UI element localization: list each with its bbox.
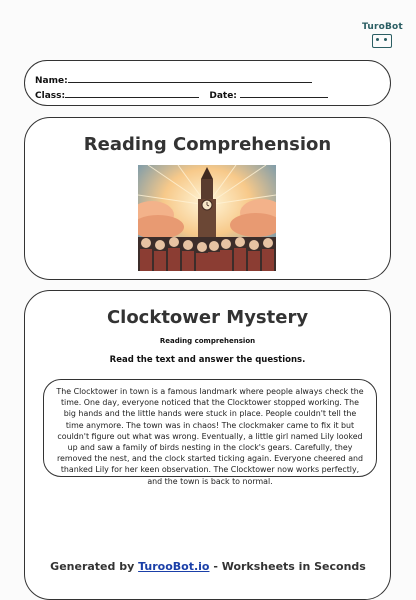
logo-text: TuroBot <box>362 22 403 32</box>
robot-icon <box>372 34 392 48</box>
date-label: Date: <box>209 91 237 101</box>
date-field[interactable] <box>240 88 328 98</box>
class-date-row <box>35 88 328 101</box>
page-title: Reading Comprehension <box>83 134 332 155</box>
worksheet-title: Clocktower Mystery <box>106 307 309 328</box>
student-info-box <box>24 60 391 106</box>
footer-prefix: Generated by <box>50 560 139 573</box>
name-label: Name: <box>35 76 68 86</box>
turobot-logo <box>362 18 402 48</box>
name-field[interactable] <box>68 73 312 83</box>
footer <box>0 560 416 573</box>
title-box <box>24 117 391 280</box>
footer-suffix: - Worksheets in Seconds <box>209 560 366 573</box>
reading-passage: The Clocktower in town is a famous landmark where people always check the time. One day, everyone noticed that the Clocktower stopped working. The big hands and the little hands were stuck in place. People couldn't tell the time anymore. The town was in chaos! The clockmaker came to fix it but couldn't figure out what was wrong. Eventually, a little girl named Lily looked up and saw a family of birds nesting in the clock's gears. Carefully, they removed the nest, and the clock started ticking again. Everyone cheered and thanked Lily for her keen observation. The Clocktower now works perfectly, and the town is back to normal. <box>43 379 377 477</box>
clocktower-illustration <box>138 165 276 271</box>
name-row <box>35 73 312 86</box>
class-field[interactable] <box>65 88 199 98</box>
class-label: Class: <box>35 91 66 101</box>
turobot-link[interactable]: TurooBot.io <box>138 560 210 573</box>
clocktower-image <box>138 165 276 271</box>
worksheet-box <box>24 290 391 600</box>
worksheet-subtitle: Reading comprehension <box>159 337 256 345</box>
worksheet-instruction: Read the text and answer the questions. <box>109 355 306 365</box>
